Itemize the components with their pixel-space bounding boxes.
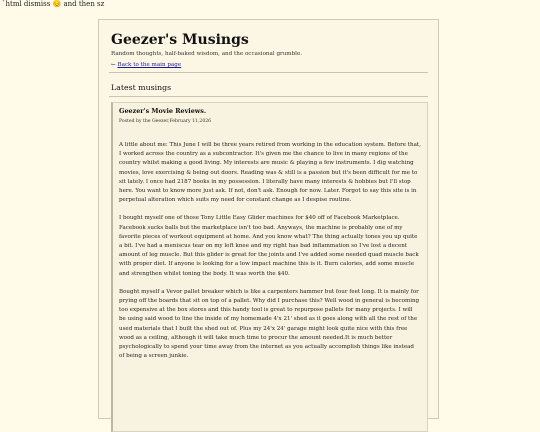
page-card <box>98 19 439 419</box>
site-title: Geezer's Musings <box>111 32 249 48</box>
header-divider <box>109 72 428 73</box>
stray-text: `html dismiss 😔 and then sz <box>2 0 105 8</box>
post-card <box>111 102 428 432</box>
post-paragraph: Bought myself a Vevor pallet breaker which is like a carpenters hammer but four feet long. It is mainly for prying off the boards that sit on top of a pallet. Why did I purchase this? Well wood in general is becoming too expensive at the box stores and this handy tool is great to repurpose pallets for many projects. I will be using said wood to line the inside of my homemade 4'x 21' shed as it goes along with all the rest of the used materials that I built the shed out of. Plus my 24'x 24' garage might look quite nice with this free wood as a ceiling, although it will take much time to procur the amount needed.It is much better psychologically to spend your time away from the internet as you actually accomplish things like instead of being a screen junkie. <box>119 288 420 360</box>
post-body <box>119 141 421 361</box>
left-arrow-icon: ← <box>111 62 116 68</box>
post-meta: Posted by the Geezer,February 11,2026 <box>119 119 212 124</box>
back-link-row <box>111 61 429 69</box>
section-divider <box>109 96 428 97</box>
post-paragraph: A little about me: This June I will be three years retired from working in the education system. Before that, I worked across the country as a subcontractor. It's given me the chance to live in many regions of the country whilst making a good living. My interests are music & playing a few instruments. I dig watching movies, love exercising & being out doors. Reading was & still is a passion but it's been difficult for me to sit lately. I once had 2187 books in my possession. I literally have many interests & hobbies but I'll stop here. You want to know more just ask. If not, don't ask. Enough for now. Later. Forgot to say this site is in perpetual alteration which suits my need for constant change as I despise routine. <box>119 142 421 204</box>
site-header <box>111 31 429 69</box>
section-title: Latest musings <box>111 83 172 92</box>
post-paragraph: I bought myself one of those Tony Little Easy Glider machines for $40 off of Facebook Marketplace. Facebook sucks balls but the marketplace isn't too bad. Anyways, the machine is probably one of my favorite pieces of workout equipment at home. And you know what? The thing actually tones you up quite a bit. I've had a meniscus tear on my left knee and my right has bad inflammation so I've lost a decent amount of leg muscle. But this glider is great for the joints and I've added some needed quad muscle back with proper diet. If anyone is looking for a low impact machine this is it. Burn calories, add some muscle and strengthen whilst toning the body. It was worth the $40. <box>119 215 419 277</box>
back-to-main-link[interactable]: Back to the main page <box>117 62 182 68</box>
site-tagline: Random thoughts, half-baked wisdom, and the occasional grumble. <box>111 51 303 57</box>
post-title: Geezer's Movie Reviews. <box>119 107 207 115</box>
